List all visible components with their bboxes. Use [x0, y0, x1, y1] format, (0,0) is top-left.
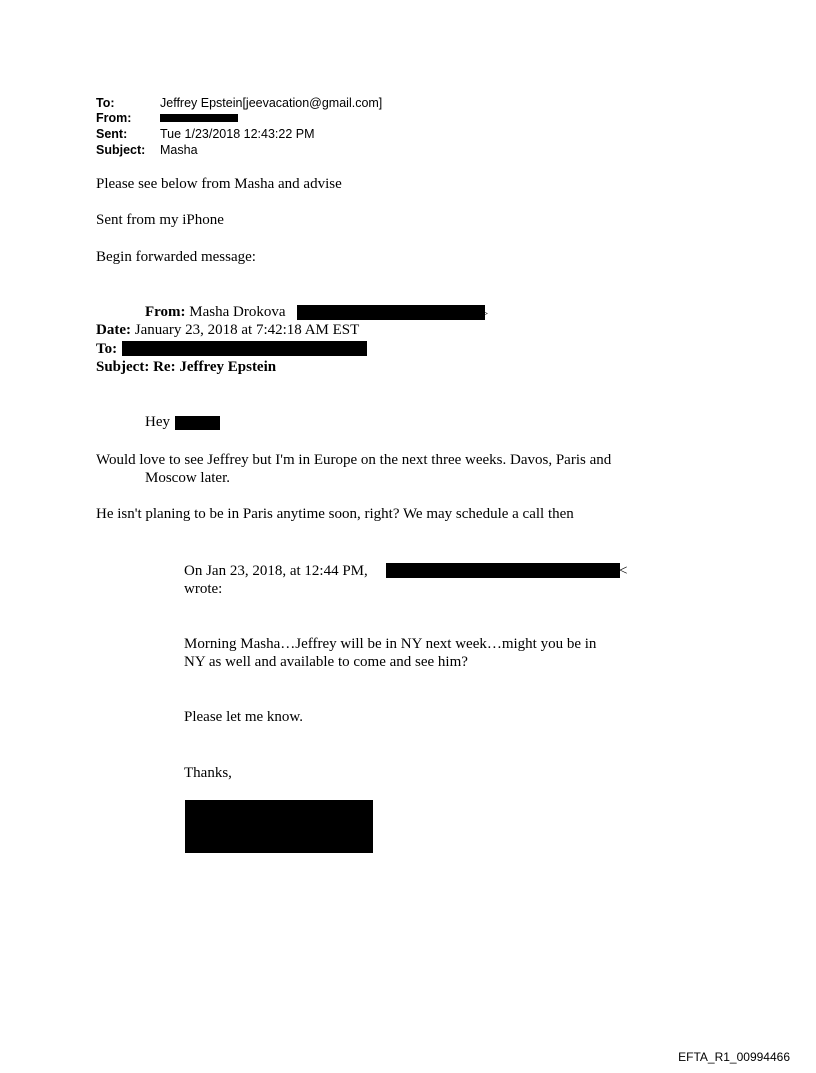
- sent-label: Sent:: [96, 127, 128, 141]
- from-redaction: [160, 114, 238, 122]
- to-label: To:: [96, 96, 115, 110]
- reply-para1-line2: Moscow later.: [145, 470, 230, 486]
- sent-value: Tue 1/23/2018 12:43:22 PM: [160, 127, 315, 141]
- subject-value: Masha: [160, 143, 198, 157]
- reply-para2: He isn't planing to be in Paris anytime soon, right? We may schedule a call then: [96, 506, 574, 522]
- bates-number: EFTA_R1_00994466: [678, 1050, 790, 1064]
- quoted-attribution: On Jan 23, 2018, at 12:44 PM,: [184, 563, 368, 579]
- from-label: From:: [96, 111, 132, 125]
- fwd-date-label: Date:: [96, 322, 131, 338]
- fwd-date-line: [96, 321, 359, 339]
- fwd-to-line: [96, 340, 117, 358]
- greeting-name-redaction: [175, 416, 220, 430]
- fwd-subject-label: Subject:: [96, 359, 150, 375]
- signature-redaction: [185, 800, 373, 853]
- body-line-sent-from: Sent from my iPhone: [96, 212, 224, 228]
- quoted-msg-line1: Morning Masha…Jeffrey will be in NY next week…might you be in: [184, 636, 597, 652]
- reply-para1-line1: Would love to see Jeffrey but I'm in Europe on the next three weeks. Davos, Paris and: [96, 452, 612, 468]
- reply-greeting: Hey: [145, 414, 170, 430]
- quoted-sender-redaction: [386, 563, 620, 578]
- quoted-wrote: wrote:: [184, 581, 223, 597]
- fwd-subject-value: Re: Jeffrey Epstein: [153, 359, 277, 375]
- fwd-date-value: January 23, 2018 at 7:42:18 AM EST: [134, 322, 360, 338]
- body-line-forwarded: Begin forwarded message:: [96, 249, 256, 265]
- fwd-from-label: From:: [145, 304, 186, 320]
- fwd-to-redaction: [122, 341, 367, 356]
- fwd-to-label: To:: [96, 341, 118, 357]
- fwd-subject-line: [96, 358, 276, 376]
- body-line-advise: Please see below from Masha and advise: [96, 176, 342, 192]
- fwd-from-trail: >: [482, 308, 489, 320]
- subject-label: Subject:: [96, 143, 146, 157]
- fwd-from-line: [145, 303, 286, 321]
- email-header: [96, 96, 516, 160]
- fwd-from-email-redaction: [297, 305, 485, 320]
- quoted-msg-line4: Thanks,: [184, 765, 232, 781]
- fwd-from-value: Masha Drokova: [189, 304, 286, 320]
- quoted-msg-line2: NY as well and available to come and see him?: [184, 654, 468, 670]
- to-value: Jeffrey Epstein[jeevacation@gmail.com]: [160, 96, 383, 110]
- quoted-msg-line3: Please let me know.: [184, 709, 303, 725]
- quoted-attribution-trail: <: [619, 563, 628, 579]
